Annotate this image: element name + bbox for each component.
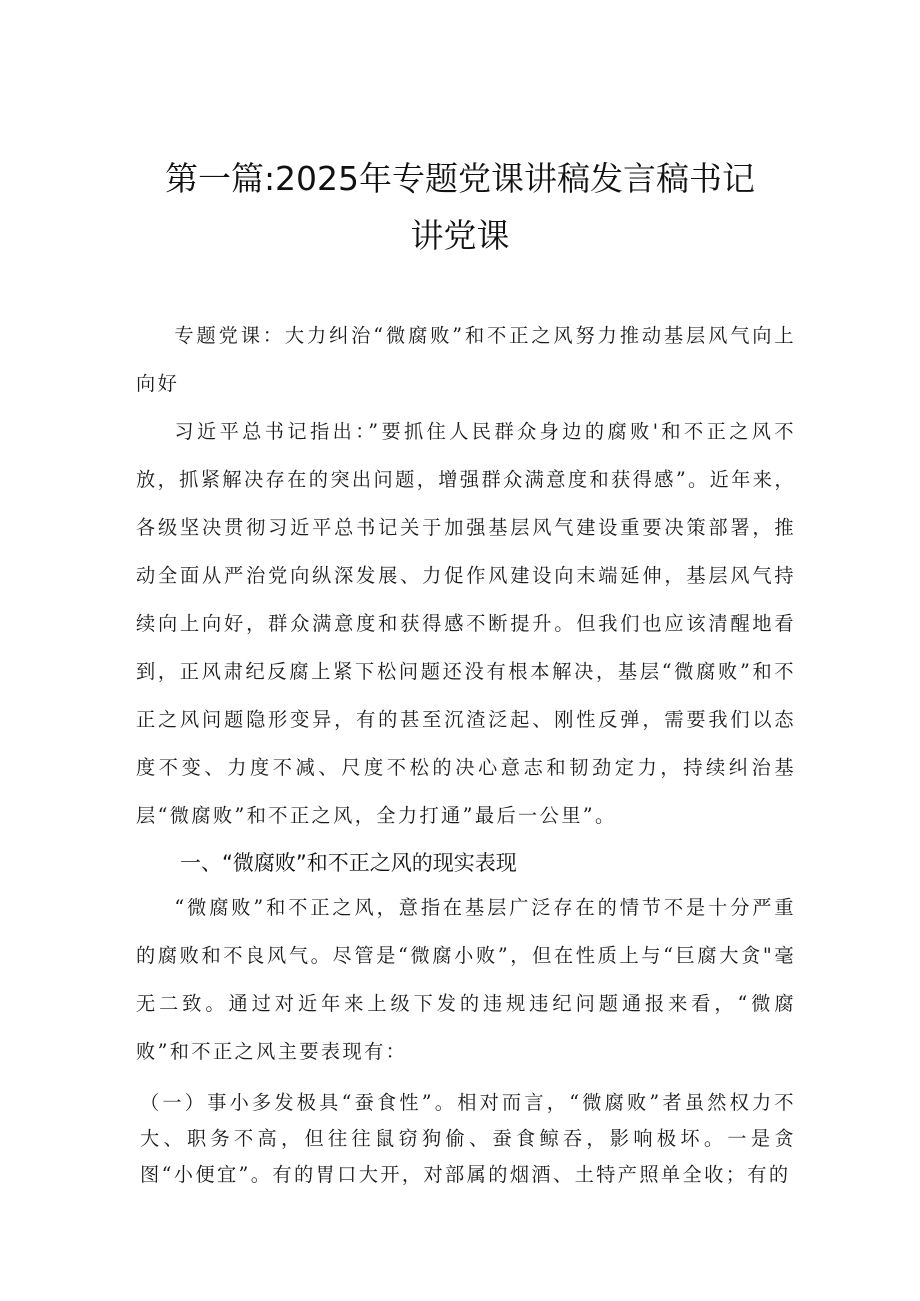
quote-paragraph: 习近平总书记指出：”要抓住人民群众身边的腐败'和不正之风不放，抓紧解决存在的突出问题，增强群众满意度和获得感”。近年来，各级坚决贯彻习近平总书记关于加强基层风气建设重要决策部署，推动全面从严治党向纵深发展、力促作风建设向末端延伸，基层风气持续向上向好，群众满意度和获得感不断提升。但我们也应该清醒地看到，正风肃纪反腐上紧下松问题还没有根本解决，基层“微腐败”和不正之风问题隐形变异，有的甚至沉渣泛起、刚性反弹，需要我们以态度不变、力度不减、尺度不松的决心意志和韧劲定力，持续纠治基层“微腐败”和不正之风，全力打通”最后一公里”。 [136, 420, 796, 827]
document-title-line-2: 讲党课 [410, 216, 510, 255]
subtitle-paragraph: 专题党课：大力纠治“微腐败”和不正之风努力推动基层风气向上向好 [136, 324, 796, 395]
document-title-line-1: 第一篇:2025年专题党课讲稿发言稿书记 [164, 159, 756, 198]
section-heading: 一、“微腐败”和不正之风的现实表现 [180, 851, 517, 875]
intro-paragraph: “微腐败”和不正之风，意指在基层广泛存在的情节不是十分严重的腐败和不良风气。尽管是“微腐小败”，但在性质上与“巨腐大贪"毫无二致。通过对近年来上级下发的违规违纪问题通报来看，“微腐败”和不正之风主要表现有： [136, 896, 796, 1063]
item-paragraph: （一）事小多发极具“蚕食性”。相对而言，“微腐败”者虽然权力不大、职务不高，但往往鼠窃狗偷、蚕食鲸吞，影响极坏。一是贪图“小便宜”。有的胃口大开，对部属的烟酒、土特产照单全收；有的 [140, 1091, 796, 1186]
